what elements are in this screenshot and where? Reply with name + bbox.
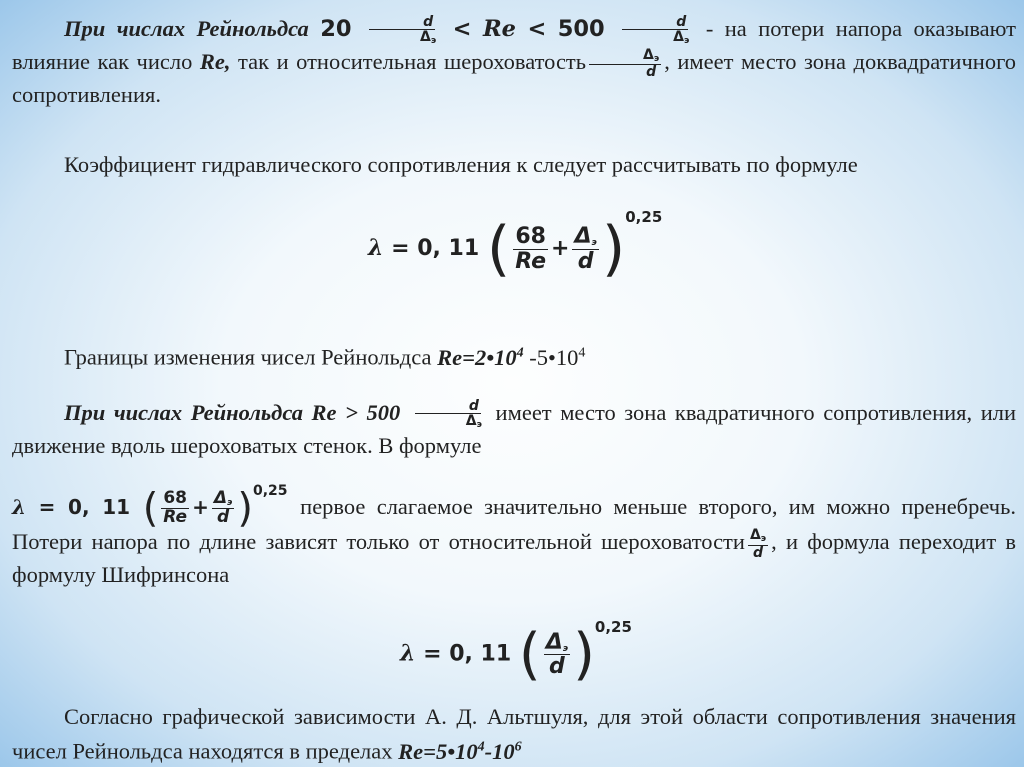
lambda-symbol: λ	[368, 235, 384, 261]
left-paren: (	[518, 622, 541, 687]
reynolds-lead: При числах Рейнольдса	[64, 16, 309, 41]
fraction-68-over-re	[513, 225, 548, 272]
frac-num: 68	[163, 488, 188, 509]
paragraph-4	[12, 398, 1016, 461]
frac-num: $\Delta_э$	[749, 527, 767, 545]
re-symbol-1: Re	[482, 16, 516, 42]
re-bold: Re,	[199, 48, 231, 74]
fraction-d-over-delta-3	[412, 399, 484, 431]
frac-den: d	[646, 64, 657, 81]
lambda-symbol: λ	[12, 495, 27, 520]
re-range-sep: $-5•10^4$	[529, 344, 586, 370]
frac-num: 68	[515, 224, 546, 250]
paragraph-1-text-3: , имеет место зона доквадратичного сопротивления.	[12, 48, 1016, 107]
formula-coefficient: = 0, 11	[423, 641, 512, 667]
frac-den: d	[217, 507, 230, 528]
const-20: 20	[320, 16, 352, 42]
fraction-delta-over-d-2	[572, 225, 598, 273]
re-range-value: $Re=2•10^4$	[437, 344, 524, 370]
fraction-d-over-delta-2	[619, 15, 691, 47]
paragraph-1	[12, 14, 1016, 110]
inline-formula	[12, 483, 300, 532]
frac-den: $\Delta_э$	[465, 413, 482, 431]
paragraph-1-text-2: так и относительная шероховатость	[238, 48, 587, 74]
frac-num: $\Delta_э$	[574, 224, 597, 250]
left-paren: (	[142, 485, 159, 532]
fraction-d-over-delta-1	[366, 15, 438, 47]
frac-num: $\Delta_э$	[213, 488, 233, 508]
paragraph-1-text: - на потери напора оказывают влияние как число	[12, 16, 1016, 74]
formula-coefficient: = 0, 11	[391, 236, 480, 261]
paragraph-5	[12, 483, 1017, 590]
paragraph-6-text: Согласно графической зависимости А. Д. Альтшуля, для этой области сопротивления значения чисел Рейнольдса находятся в пределах	[12, 704, 1016, 764]
plus-sign: +	[192, 495, 209, 520]
fraction-delta-over-d-4	[748, 528, 768, 560]
plus-sign: +	[551, 236, 570, 261]
exponent: 0,25	[252, 483, 288, 499]
reynolds-lead-2: При числах Рейнольдса Re > 500	[64, 400, 401, 425]
frac-den: d	[577, 248, 594, 274]
const-500: 500	[557, 16, 605, 42]
lambda-symbol: λ	[400, 640, 416, 667]
fraction-68-over-re	[161, 490, 189, 527]
paragraph-2: Коэффициент гидравлического сопротивления к следует рассчитывать по формуле	[64, 152, 858, 177]
frac-den: Re	[163, 507, 188, 528]
frac-num: d	[622, 15, 688, 31]
frac-den: $\Delta_э$	[420, 29, 437, 47]
right-paren: )	[237, 485, 253, 532]
boundary-text: Границы изменения чисел Рейнольдса	[64, 344, 432, 370]
formula-coefficient: = 0, 11	[38, 495, 131, 520]
paragraph-5-tail: , и формула переходит в формулу Шифринсона	[12, 529, 1016, 588]
frac-num: d	[415, 399, 481, 415]
paragraph-6	[12, 702, 1016, 767]
frac-den: Re	[515, 248, 547, 274]
less-than-2: <	[527, 16, 547, 42]
right-paren: )	[601, 214, 626, 284]
frac-den: $\Delta_э$	[673, 29, 690, 47]
fraction-delta-over-d-1	[589, 48, 661, 80]
less-than-1: <	[452, 16, 472, 42]
right-paren: )	[573, 622, 595, 687]
frac-den: d	[753, 544, 764, 561]
formula-shifrinson	[400, 618, 632, 687]
frac-num: d	[369, 15, 435, 31]
exponent: 0,25	[625, 208, 663, 226]
frac-num: $\Delta_э$	[589, 48, 661, 65]
exponent: 0,25	[594, 618, 632, 636]
paragraph-5-text: первое слагаемое значительно меньше второго, им можно пренебречь. Потери напора по длине зависят только от относительной шероховатости	[12, 494, 1017, 555]
frac-den: d	[549, 654, 565, 680]
formula-altshul	[368, 208, 663, 284]
left-paren: (	[486, 214, 511, 284]
fraction-delta-over-d-3	[212, 490, 235, 527]
fraction-delta-over-d-5	[544, 631, 570, 679]
paragraph-4-text: имеет место зона квадратичного сопротивления, или движение вдоль шероховатых стенок. В формуле	[12, 400, 1017, 458]
frac-num: $\Delta_э$	[545, 629, 569, 655]
re-range-value-2: $Re=5•10^4-10^6$	[398, 738, 522, 764]
paragraph-3	[12, 338, 1016, 373]
